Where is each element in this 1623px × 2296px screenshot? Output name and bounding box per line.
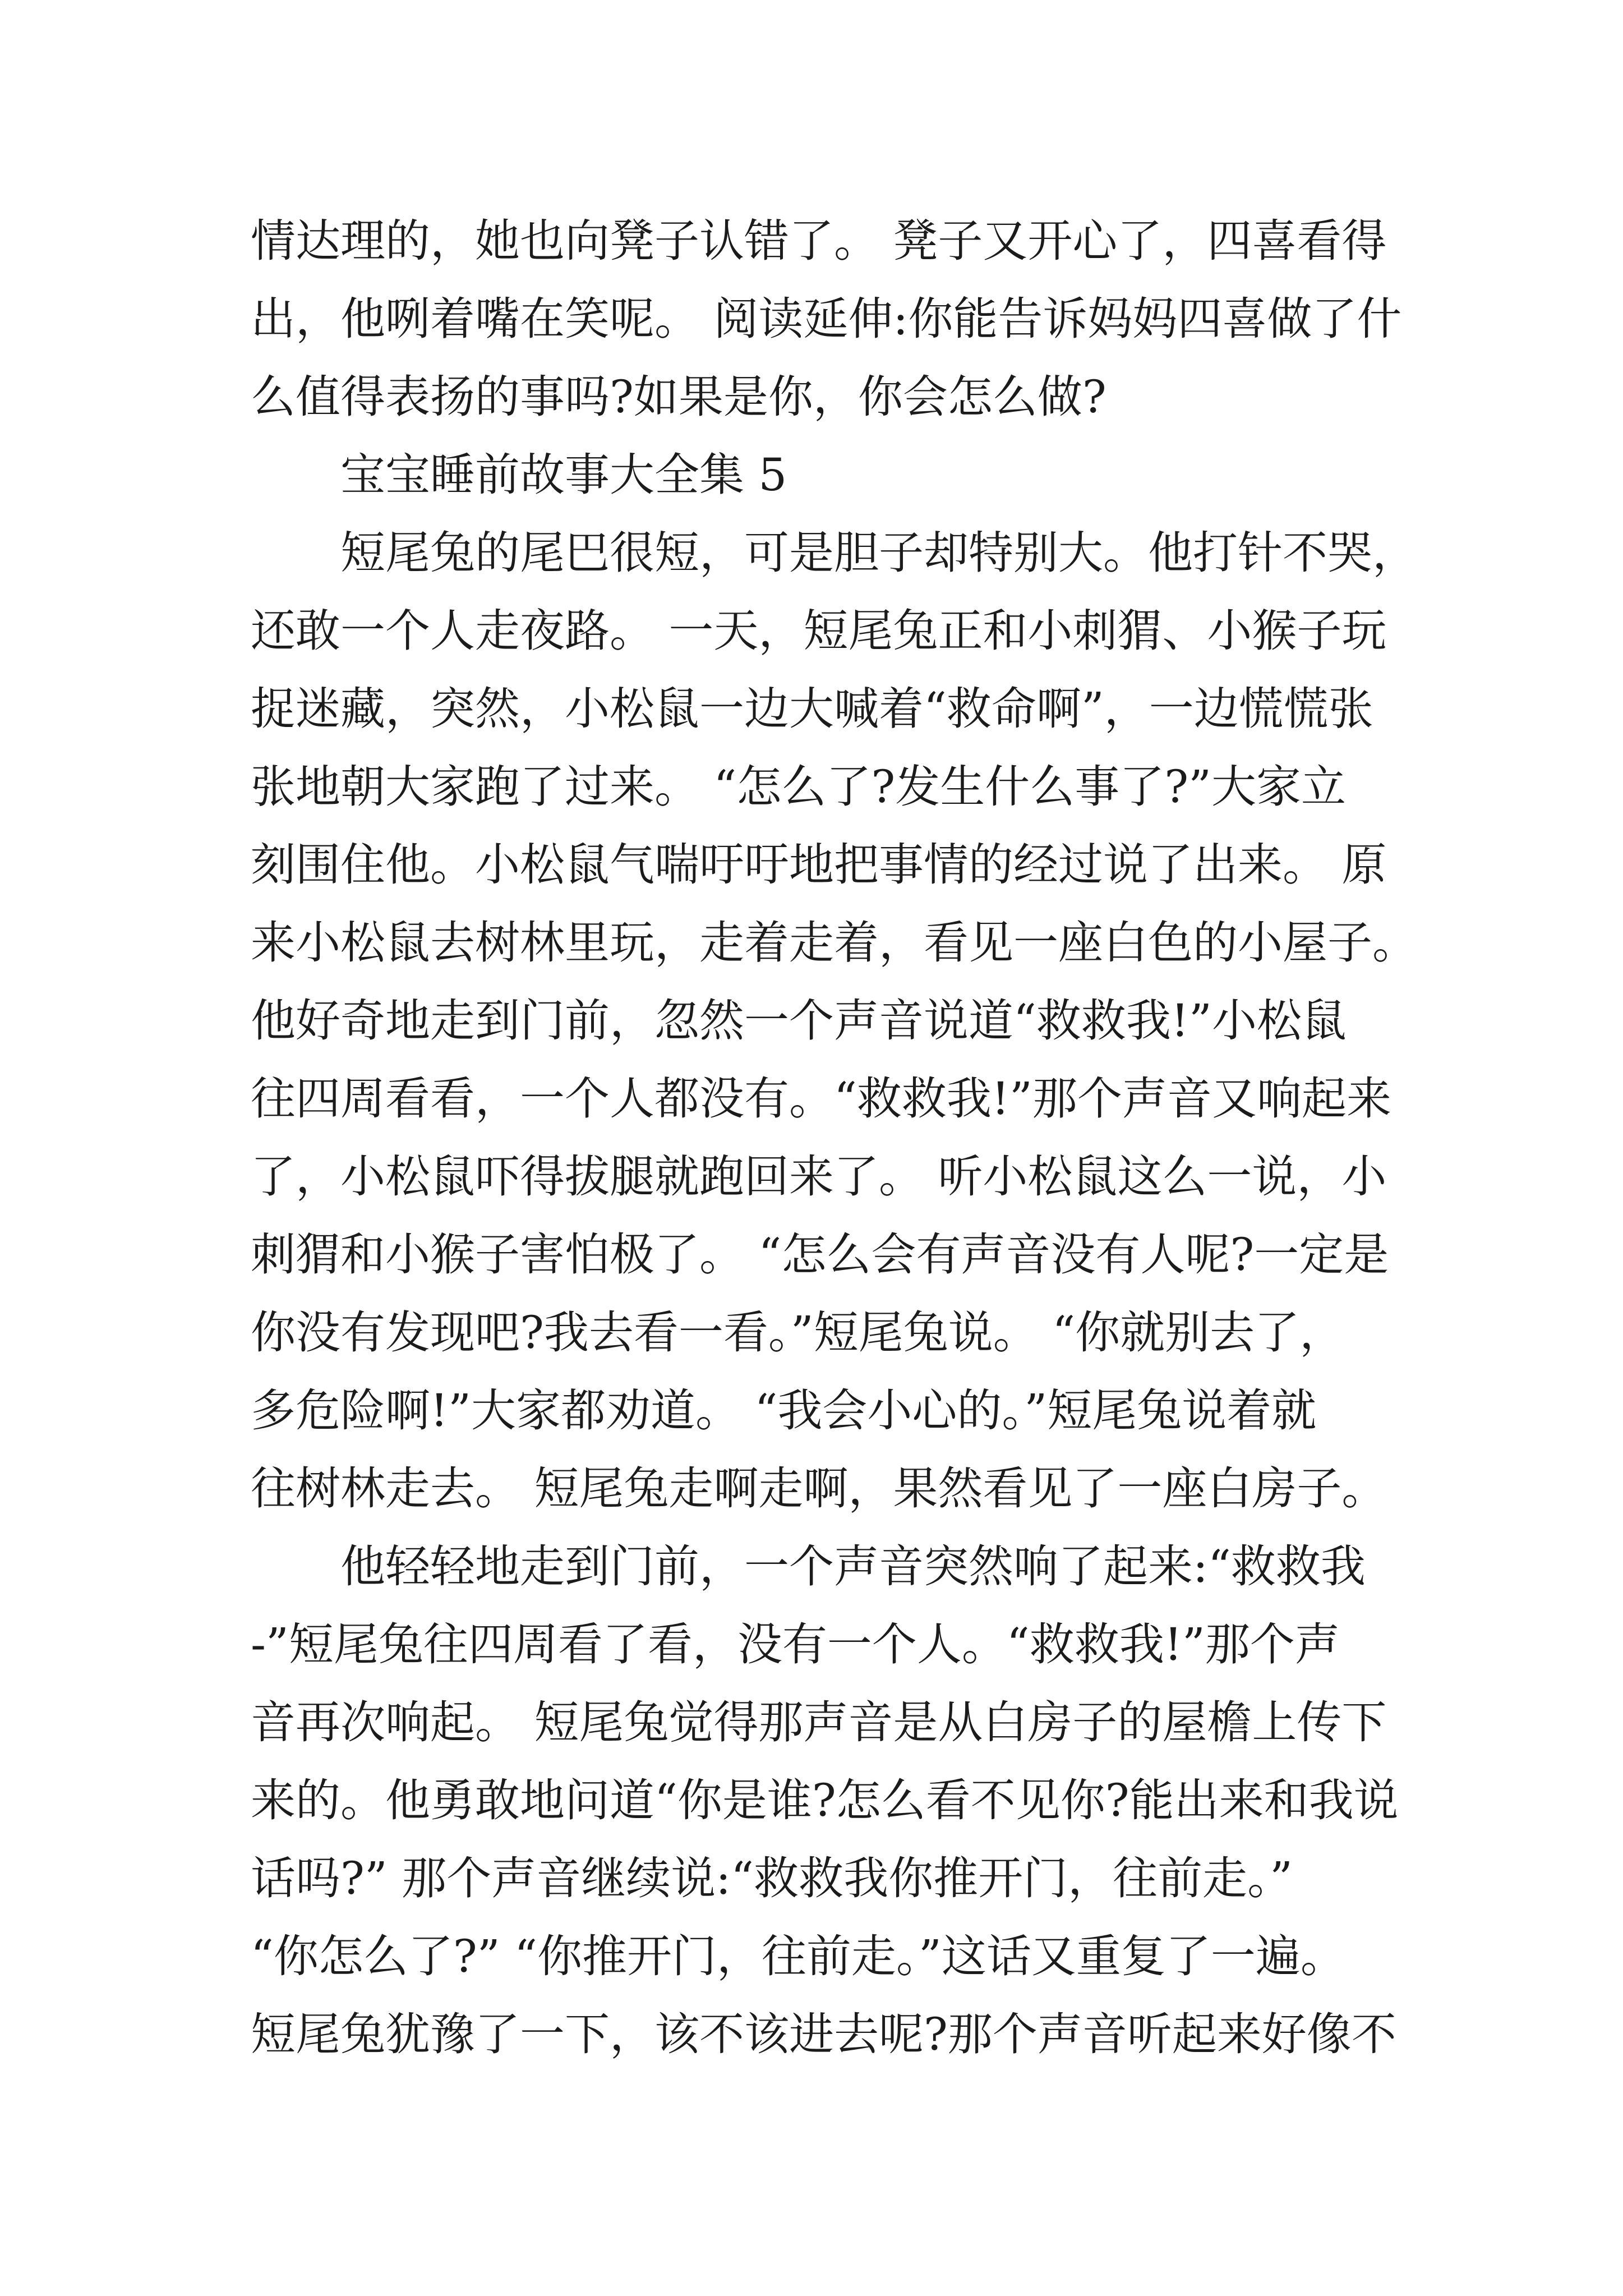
text-line: -”短尾兔往四周看了看，没有一个人。“救救我!”那个声	[251, 1618, 1340, 1671]
text-line: 来的。他勇敢地问道“你是谁?怎么看不见你?能出来和我说	[251, 1774, 1399, 1826]
text-line: 么值得表扬的事吗?如果是你，你会怎么做?	[251, 371, 1106, 423]
text-line: 往四周看看，一个人都没有。“救救我!”那个声音又响起来	[251, 1073, 1391, 1125]
text-line: 你没有发现吧?我去看一看。”短尾兔说。 “你就别去了，	[251, 1306, 1345, 1359]
text-line: 他轻轻地走到门前，一个声音突然响了起来:“救救我	[340, 1540, 1366, 1593]
text-line: 来小松鼠去树林里玩，走着走着，看见一座白色的小屋子。	[251, 917, 1417, 969]
text-line: 音再次响起。 短尾兔觉得那声音是从白房子的屋檐上传下	[251, 1696, 1387, 1749]
text-line: 刺猬和小猴子害怕极了。 “怎么会有声音没有人呢?一定是	[251, 1228, 1389, 1281]
paragraph	[251, 514, 1541, 1527]
text-line: 多危险啊!”大家都劝道。 “我会小心的。”短尾兔说着就	[251, 1384, 1317, 1437]
paragraph-continuation	[251, 202, 1541, 436]
text-line: 出，他咧着嘴在笑呢。 阅读延伸:你能告诉妈妈四喜做了什	[251, 293, 1402, 345]
text-line: “你怎么了?” “你推开门，往前走。”这话又重复了一遍。	[251, 1930, 1345, 1982]
paragraph	[251, 1527, 1541, 2073]
section-heading-text: 宝宝睡前故事大全集 5	[340, 449, 787, 501]
text-line: 了，小松鼠吓得拔腿就跑回来了。 听小松鼠这么一说，小	[251, 1151, 1387, 1203]
text-line: 捉迷藏，突然，小松鼠一边大喊着“救命啊”，一边慌慌张	[251, 683, 1373, 735]
text-line: 刻围住他。小松鼠气喘吁吁地把事情的经过说了出来。 原	[251, 839, 1387, 891]
text-line: 短尾兔的尾巴很短，可是胆子却特别大。他打针不哭，	[340, 527, 1417, 579]
document-body	[251, 202, 1541, 2073]
text-line: 他好奇地走到门前，忽然一个声音说道“救救我!”小松鼠	[251, 995, 1347, 1047]
text-line: 情达理的，她也向凳子认错了。 凳子又开心了，四喜看得	[251, 215, 1387, 267]
text-line: 还敢一个人走夜路。 一天，短尾兔正和小刺猬、小猴子玩	[251, 605, 1387, 657]
section-heading	[251, 436, 1541, 514]
text-line: 张地朝大家跑了过来。 “怎么了?发生什么事了?”大家立	[251, 761, 1347, 813]
text-line: 话吗?” 那个声音继续说:“救救我你推开门，往前走。”	[251, 1852, 1293, 1904]
text-line: 往树林走去。 短尾兔走啊走啊，果然看见了一座白房子。	[251, 1462, 1387, 1515]
text-line: 短尾兔犹豫了一下，该不该进去呢?那个声音听起来好像不	[251, 2008, 1396, 2060]
